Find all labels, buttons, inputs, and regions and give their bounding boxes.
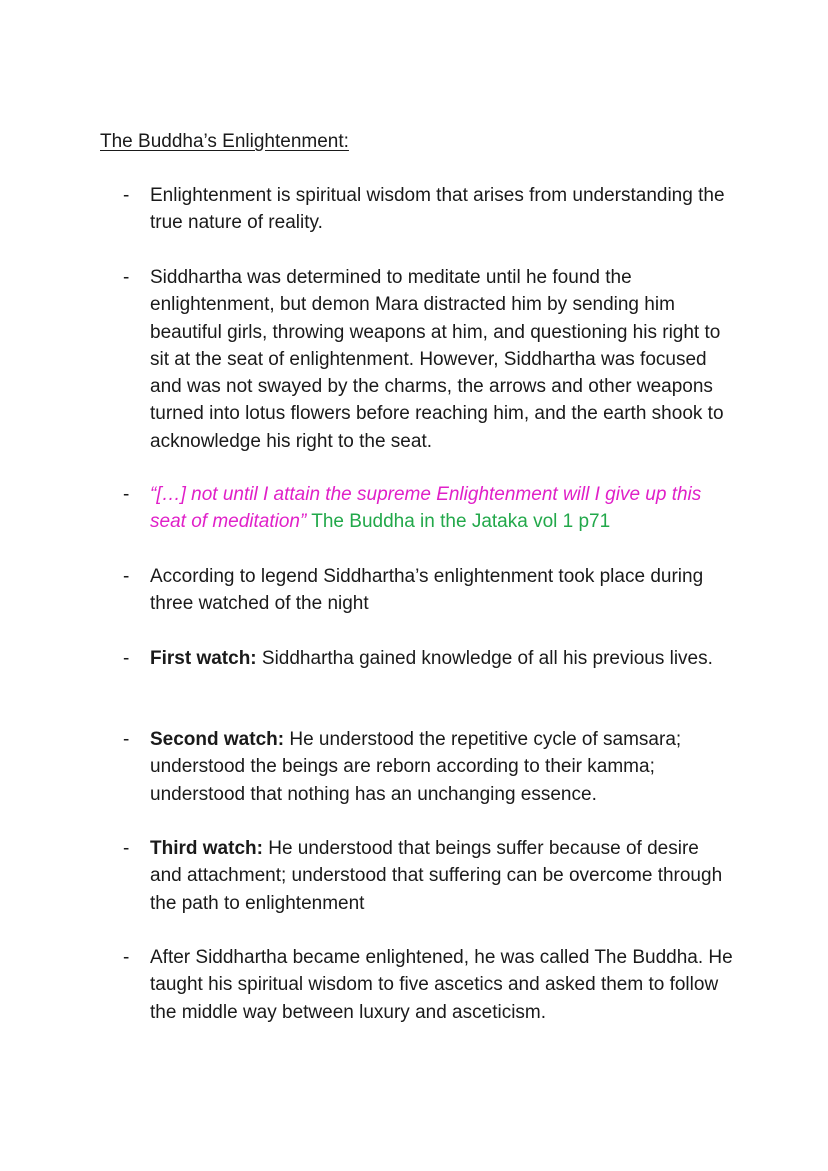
bullet-text: According to legend Siddhartha’s enlightenment took place during three watched of the night [150,566,704,615]
bullet-dash: - [123,185,130,206]
watch-description: He understood that beings suffer because of desire and attachment; understood that suffering can be overcome through the path to enlightenment [150,838,723,914]
bullet-text [150,835,735,917]
watch-label: Second watch: [150,729,285,750]
watch-description: He understood the repetitive cycle of samsara; understood the beings are reborn according to their kamma; understood that nothing has an unchanging essence. [150,729,682,805]
bullet-text [150,481,735,536]
bullet-dash: - [123,267,130,288]
bullet-text [150,726,735,808]
bullet-dash: - [123,484,130,505]
bullet-text: Siddhartha was determined to meditate until he found the enlightenment, but demon Mara distracted him by sending him beautiful girls, throwing weapons at him, and questioning his right to sit at the seat of enlightenment. However, Siddhartha was focused and was not swayed by the charms, the arrows and other weapons turned into lotus flowers before reaching him, and the earth shook to acknowledge his right to the seat. [150,267,724,452]
bullet-dash: - [123,729,130,750]
bullet-text: After Siddhartha became enlightened, he was called The Buddha. He taught his spiritual wisdom to five ascetics and asked them to follow the middle way between luxury and asceticism. [150,947,733,1023]
bullet-text: Enlightenment is spiritual wisdom that arises from understanding the true nature of reality. [150,185,725,234]
quote-source: The Buddha in the Jataka vol 1 p71 [311,511,611,533]
watch-description: Siddhartha gained knowledge of all his previous lives. [261,648,713,669]
bullet-dash: - [123,947,130,968]
bullet-text [150,645,735,672]
bullet-dash: - [123,566,130,587]
watch-label: First watch: [150,648,257,669]
jataka-quote: “[…] not until I attain the supreme Enlightenment will I give up this seat of meditation” [150,484,702,533]
page-title: The Buddha’s Enlightenment: [100,131,349,152]
watch-label: Third watch: [150,838,263,859]
bullet-dash: - [123,838,130,859]
bullet-dash: - [123,648,130,669]
